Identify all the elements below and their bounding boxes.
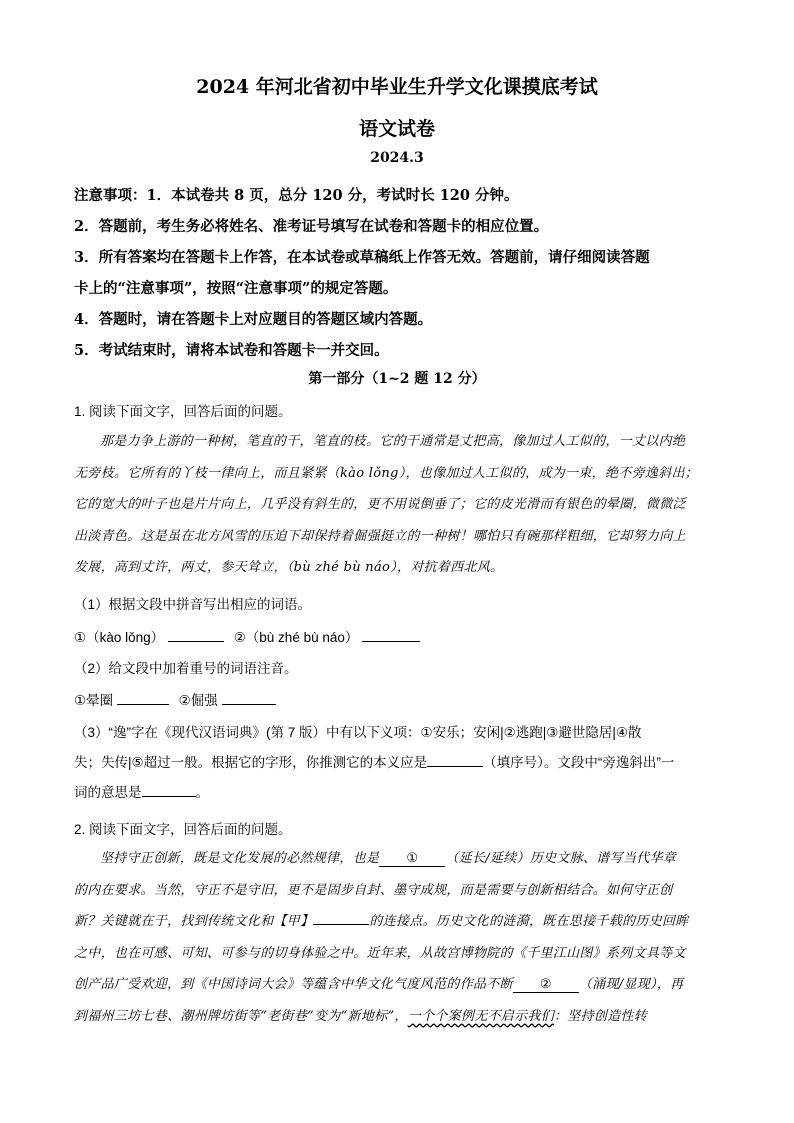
passage-line: 它的宽大的叶子也是片片向上，几乎没有斜生的，更不用说倒垂了；它的皮光滑而有银色的晕圈，微微泛 xyxy=(74,497,686,512)
passage-line: 的内在要求。当然，守正不是守旧，更不是固步自封、墨守成规，而是需要与创新相结合。如何守正创 xyxy=(74,882,673,898)
passage-line: 坚持守正创新，既是文化发展的必然规律，也是 ① （延长/延续）历史文脉、谱写当代华章 xyxy=(100,851,677,866)
sub1-item-a: ①（kào lǒng） xyxy=(74,630,165,645)
passage-line: 发展，高到丈许，两丈，参天耸立，（bù zhé bù náo），对抗着西北风。 xyxy=(74,560,504,575)
part-heading: 第一部分（1~2 题 12 分） xyxy=(308,371,486,387)
answer-blank[interactable] xyxy=(142,782,196,797)
subject-title: 语文试卷 xyxy=(358,118,435,140)
notice-item: 注意事项：1．本试卷共 8 页，总分 120 分，考试时长 120 分钟。 xyxy=(74,187,519,204)
passage-line: 创产品广受欢迎，到《中国诗词大会》等蕴含中华文化气度风范的作品不断 ② （涌现/显现），再 xyxy=(74,977,684,992)
exam-date: 2024.3 xyxy=(370,150,424,166)
passage-line: 之中，也在可感、可知、可参与的切身体验之中。近年来，从故宫博物院的《千里江山图》系列文具等文 xyxy=(74,945,686,961)
sub3-line: 词的意思是 。 xyxy=(74,778,724,808)
notice-item: 卡上的“注意事项”，按照“注意事项”的规定答题。 xyxy=(74,280,398,297)
sub2-item-a: ①晕圈 xyxy=(74,693,114,708)
notice-item: 4．答题时，请在答题卡上对应题目的答题区域内答题。 xyxy=(74,311,433,328)
answer-blank[interactable] xyxy=(222,690,276,705)
sub2-item-b: ②倔强 xyxy=(178,693,218,708)
notice-item: 5．考试结束时，请将本试卷和答题卡一并交回。 xyxy=(74,342,389,359)
exam-title: 2024 年河北省初中毕业生升学文化课摸底考试 xyxy=(196,76,598,98)
passage-line: 出淡青色。这是虽在北方风雪的压迫下却保持着倔强挺立的一种树！哪怕只有碗那样粗细，它却努力向上 xyxy=(74,528,686,544)
sub3-line: （3）“逸”字在《现代汉语词典》(第 7 版）中有以下义项：①安乐；安闲|②逃跑|③避世隐居|④散 xyxy=(74,725,642,740)
question-2-passage xyxy=(74,843,724,1032)
answer-blank-1[interactable]: ① xyxy=(379,852,445,867)
notice-list xyxy=(74,180,724,366)
wavy-underlined-phrase: 一个个案例无不启示我们 xyxy=(407,1008,554,1024)
notice-item: 3．所有答案均在答题卡上作答，在本试卷或草稿纸上作答无效。答题前，请仔细阅读答题 xyxy=(74,249,650,266)
passage-line: 新？关键就在于，找到传统文化和【甲】 的连接点。历史文化的涟漪，既在思接千载的历史回眸 xyxy=(74,906,724,938)
answer-blank[interactable] xyxy=(362,627,420,642)
question-1-sub3 xyxy=(74,718,724,808)
question-1-stem: 1. 阅读下面文字，回答后面的问题。 xyxy=(74,404,292,419)
answer-blank[interactable] xyxy=(427,752,483,767)
passage-line: 那是力争上游的一种树，笔直的干，笔直的枝。它的干通常是丈把高，像加过人工似的，一丈以内绝 xyxy=(100,434,686,449)
answer-blank[interactable] xyxy=(117,690,169,705)
answer-blank-2[interactable]: ② xyxy=(513,978,579,993)
notice-item: 2．答题前，考生务必将姓名、准考证号填写在试卷和答题卡的相应位置。 xyxy=(74,218,549,235)
sub1-item-b: ②（bù zhé bù náo） xyxy=(233,630,359,645)
question-1-sub2-label: （2）给文段中加着重号的词语注音。 xyxy=(74,661,298,676)
question-1-sub1-label: （1）根据文段中拼音写出相应的词语。 xyxy=(74,597,312,612)
answer-blank[interactable] xyxy=(168,627,224,642)
sub3-line: 失；失传|⑤超过一般。根据它的字形，你推测它的本义应是 （填序号）。文段中“旁逸斜出”一 xyxy=(74,748,724,778)
passage-line: 无旁枝。它所有的丫枝一律向上，而且紧紧（kào lǒng），也像加过人工似的，成为一束，绝不旁逸斜出； xyxy=(74,465,699,481)
question-1-passage xyxy=(74,426,724,584)
question-1-sub2-answers xyxy=(74,686,724,716)
passage-line: 到福州三坊七巷、潮州牌坊街等“老街巷”变为“新地标”，一个个案例无不启示我们：坚持创造性转 xyxy=(74,1008,648,1024)
question-2-stem: 2. 阅读下面文字，回答后面的问题。 xyxy=(74,822,292,837)
answer-blank-jia[interactable] xyxy=(313,910,369,925)
question-1-sub1-answers xyxy=(74,623,724,653)
